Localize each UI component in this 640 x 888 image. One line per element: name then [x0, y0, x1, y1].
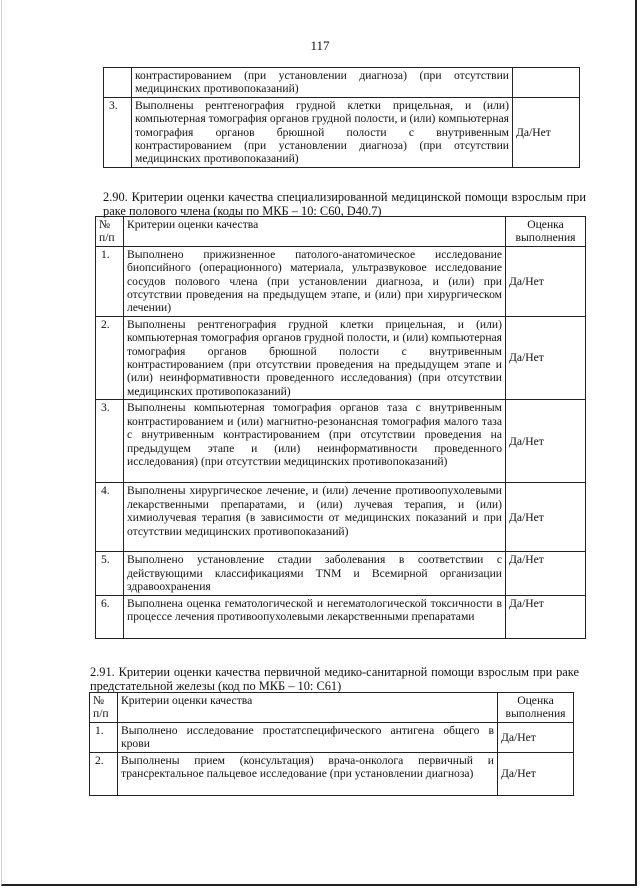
table-row — [96, 595, 586, 638]
criterion-text: Выполнены компьютерная томография органов таза с внутривенным контрастированием и (или) магнитно-резонансная томография малого таза с внутривенным контрастированием (при отсутствии проведения на предыдущем этапе и (или) неинформативности проведенного исследования) (при отсутствии медицинских противопоказаний) — [124, 400, 506, 483]
criterion-text: Выполнены рентгенография грудной клетки прицельная, и (или) компьютерная томография органов грудной полости, и (или) компьютерная томография органов брюшной полости с внутривенным контрастированием (при отсутствии проведения на предыдущем этапе и (или) неинформативности проведенного исследования) (при отсутствии медицинских противопоказаний) — [124, 316, 506, 399]
row-number: 1. — [90, 722, 118, 752]
result-value: Да/Нет — [506, 246, 586, 316]
table-row — [96, 316, 586, 399]
result-value: Да/Нет — [506, 316, 586, 399]
table-row — [96, 483, 586, 552]
row-number: 5. — [96, 552, 124, 595]
result-value: Да/Нет — [506, 483, 586, 552]
table-header-row — [96, 217, 586, 247]
row-number — [104, 68, 132, 98]
top-criteria-table — [103, 67, 580, 168]
result-value: Да/Нет — [506, 595, 586, 638]
row-number: 3. — [104, 97, 132, 167]
header-num: № п/п — [90, 693, 118, 723]
criteria-table-2-90 — [95, 216, 586, 639]
table-row — [96, 552, 586, 595]
result-value: Да/Нет — [506, 400, 586, 483]
table-row — [96, 246, 586, 316]
criterion-text: Выполнена оценка гематологической и негематологической токсичности в процессе лечения противоопухолевыми лекарственными препаратами — [124, 595, 506, 638]
header-result: Оценка выполнения — [506, 217, 586, 247]
criterion-text: Выполнено исследование простатспецифического антигена общего в крови — [118, 722, 498, 752]
section-title-2-91: 2.91. Критерии оценки качества первичной медико-санитарной помощи взрослым при раке предстательной железы (код по МКБ – 10: С61) — [90, 665, 579, 693]
header-result: Оценка выполнения — [498, 693, 574, 723]
result-value — [513, 68, 580, 98]
page-number: 117 — [310, 38, 330, 53]
criterion-text: Выполнены хирургическое лечение, и (или) лечение противоопухолевыми лекарственными препаратами, и (или) лучевая терапия, и (или) химиолучевая терапия (в зависимости от медицинских показаний и при отсутствии медицинских противопоказаний) — [124, 483, 506, 552]
result-value: Да/Нет — [506, 552, 586, 595]
table-row — [90, 722, 574, 752]
criterion-text: Выполнены рентгенография грудной клетки прицельная, и (или) компьютерная томография органов грудной полости, и (или) компьютерная томография органов брюшной полости с внутривенным контрастированием (при установлении диагноза) (при отсутствии медицинских противопоказаний) — [132, 97, 513, 167]
section-title-2-90: 2.90. Критерии оценки качества специализированной медицинской помощи взрослым при раке полового члена (коды по МКБ – 10: С60, D40.7) — [103, 190, 586, 218]
criterion-text: Выполнено прижизненное патолого-анатомическое исследование биопсийного (операционного) материала, ультразвуковое исследование сосудов полового члена (при установлении диагноза, и (или) при отсутствии проведения на предыдущем этапе, и (или) при хирургическом лечении) — [124, 246, 506, 316]
table-row — [90, 752, 574, 795]
criteria-table-2-91 — [89, 692, 574, 796]
row-number: 2. — [90, 752, 118, 795]
criterion-text: контрастированием (при установлении диагноза) (при отсутствии медицинских противопоказаний) — [132, 68, 513, 98]
header-criterion: Критерии оценки качества — [118, 693, 498, 723]
table-header-row — [90, 693, 574, 723]
row-number: 2. — [96, 316, 124, 399]
table-row — [96, 400, 586, 483]
criterion-text: Выполнено установление стадии заболевания в соответствии с действующими классификациями TNM и Всемирной организации здравоохранения — [124, 552, 506, 595]
result-value: Да/Нет — [513, 97, 580, 167]
row-number: 3. — [96, 400, 124, 483]
header-criterion: Критерии оценки качества — [124, 217, 506, 247]
table-row — [104, 97, 580, 167]
row-number: 6. — [96, 595, 124, 638]
row-number: 4. — [96, 483, 124, 552]
result-value: Да/Нет — [498, 752, 574, 795]
criterion-text: Выполнены прием (консультация) врача-онколога первичный и трансректальное пальцевое исследование (при установлении диагноза) — [118, 752, 498, 795]
row-number: 1. — [96, 246, 124, 316]
header-num: № п/п — [96, 217, 124, 247]
table-row — [104, 68, 580, 98]
result-value: Да/Нет — [498, 722, 574, 752]
